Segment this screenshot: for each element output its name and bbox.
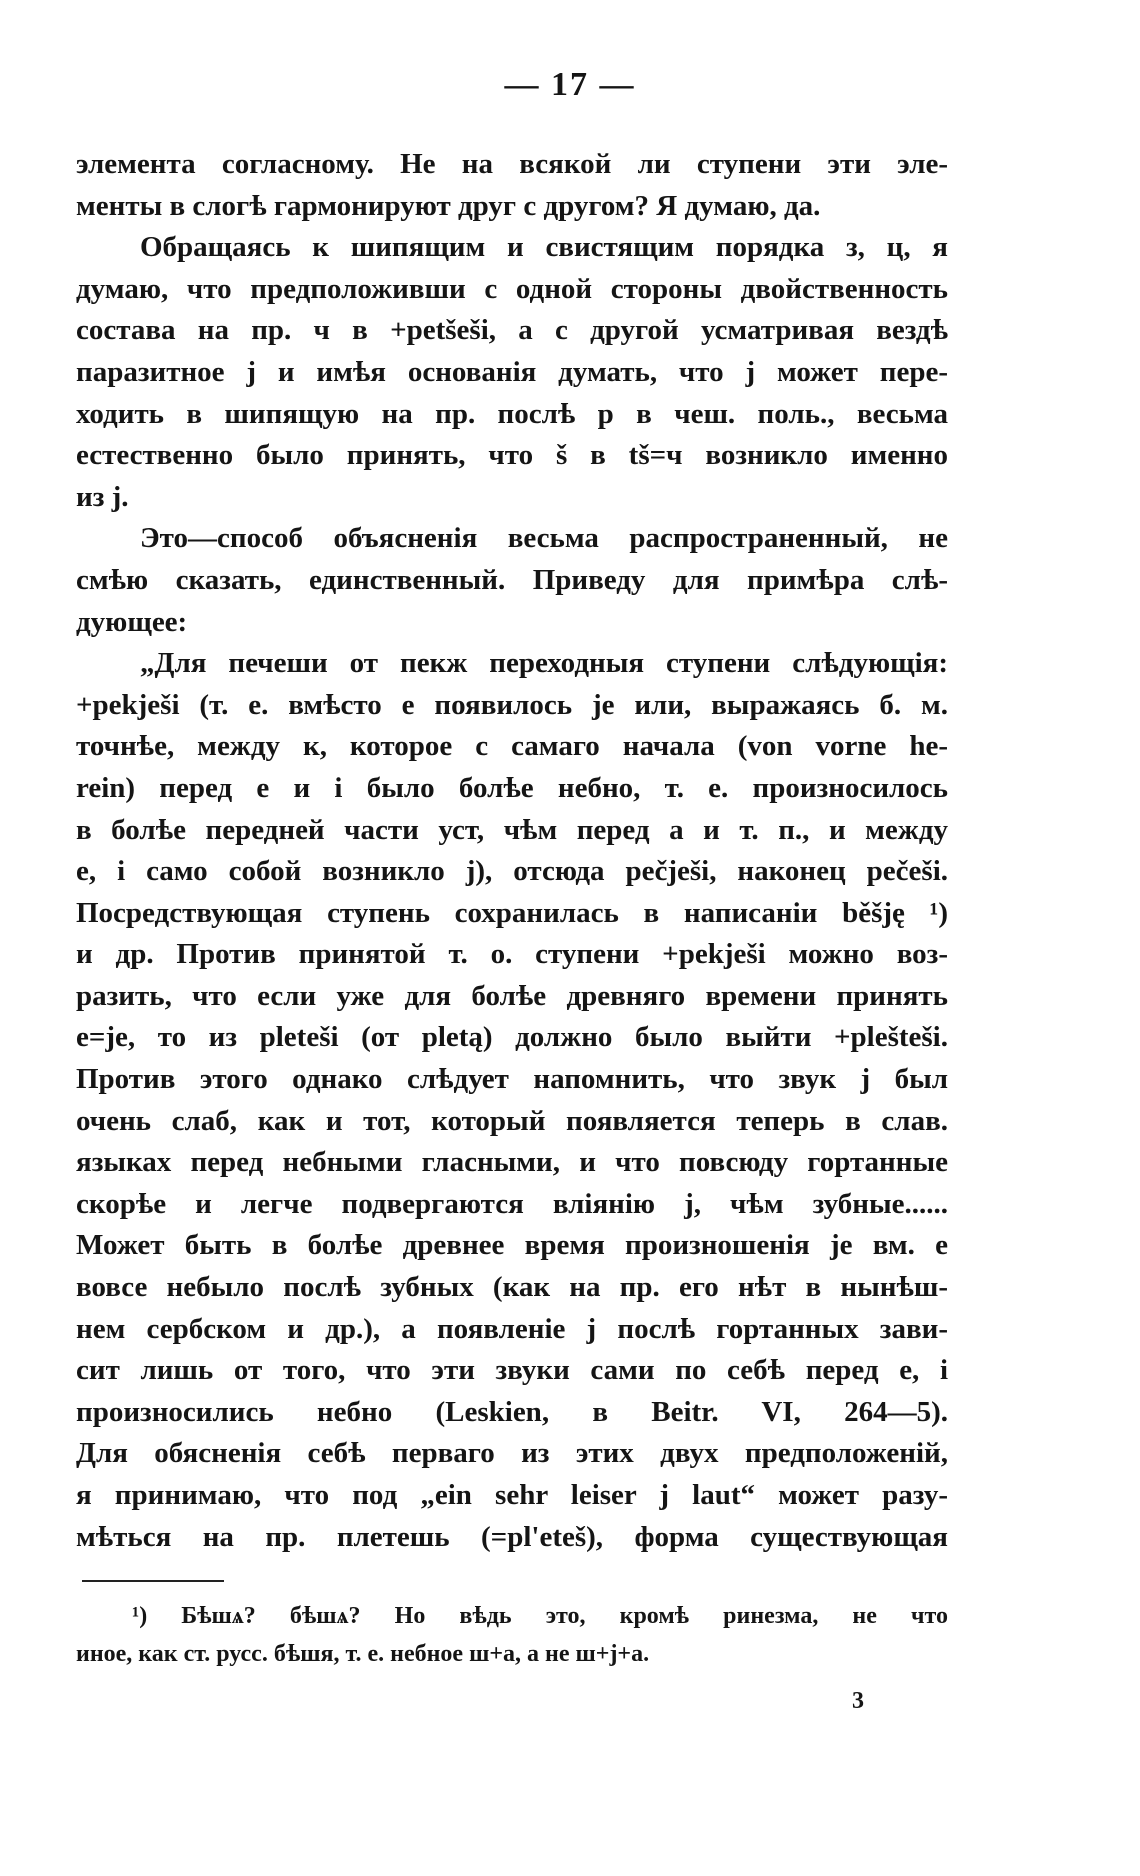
text-line: вовсе небыло послѣ зубных (как на пр. его нѣт в нынѣш- [76, 1271, 948, 1304]
text-line: разить, что если уже для болѣе древняго времени принять [76, 979, 948, 1012]
text-line: мѣться на пр. плетешь (=pl'eteš), форма существующая [76, 1520, 948, 1553]
text-line: точнѣе, между к, которое с самаго начала (von vorne he- [76, 730, 948, 763]
text-line: Это—способ объясненія весьма распространенный, не [140, 522, 948, 555]
text-line: языках перед небными гласными, и что повсюду гортанные [76, 1146, 948, 1179]
text-line: Против этого однако слѣдует напомнить, что звук j был [76, 1063, 948, 1096]
text-line: нем сербском и др.), а появленіе j послѣ гортанных зави- [76, 1312, 948, 1345]
text-line: смѣю сказать, единственный. Приведу для примѣра слѣ- [76, 563, 948, 596]
text-line: естественно было принять, что š в tš=ч возникло именно [76, 439, 948, 472]
printer-signature-mark: 3 [852, 1688, 864, 1714]
text-line: „Для печеши от пекж переходныя ступени слѣдующія: [140, 647, 948, 680]
text-line: из j. [76, 480, 129, 513]
text-line: и др. Против принятой т. о. ступени +pekješi можно воз- [76, 938, 948, 971]
text-line: скорѣе и легче подвергаются вліянію j, чѣм зубные...... [76, 1187, 948, 1220]
footnote-line: ¹) Бѣшѧ? бѣшѧ? Но вѣдь это, кромѣ ринезма, не что [132, 1603, 948, 1629]
text-line: rein) перед е и і было болѣе небно, т. е. произносилось [76, 771, 948, 804]
text-line: дующее: [76, 605, 188, 638]
text-line: элемента согласному. Не на всякой ли ступени эти эле- [76, 148, 948, 180]
page-number: — 17 — [504, 66, 636, 103]
text-line: в болѣе передней части уст, чѣм перед а и т. п., и между [76, 813, 948, 846]
footnote-line: иное, как ст. русс. бѣшя, т. е. небное ш+а, а не ш+j+а. [76, 1641, 650, 1667]
text-line: е, і само собой возникло j), отсюда pečješi, наконец pečeši. [76, 855, 948, 888]
text-line: паразитное j и имѣя основанія думать, что j может пере- [76, 355, 948, 388]
text-line: сит лишь от того, что эти звуки сами по себѣ перед е, і [76, 1354, 948, 1387]
text-line: очень слаб, как и тот, который появляется теперь в слав. [76, 1104, 948, 1137]
text-line: думаю, что предположивши с одной стороны двойственность [76, 272, 948, 305]
text-line: менты в слогѣ гармонируют друг с другом? Я думаю, да. [76, 189, 821, 222]
text-line: Посредствующая ступень сохранилась в написаніи běšję ¹) [76, 896, 948, 929]
text-line: Для обясненія себѣ перваго из этих двух предположеній, [76, 1437, 948, 1470]
body-text [76, 144, 948, 1558]
text-line: произносились небно (Leskien, в Beitr. VI, 264—5). [76, 1395, 948, 1428]
text-line: Обращаясь к шипящим и свистящим порядка з, ц, я [140, 231, 948, 264]
text-line: ходить в шипящую на пр. послѣ р в чеш. поль., весьма [76, 397, 948, 430]
text-line: состава на пр. ч в +petšeši, а с другой усматривая вездѣ [76, 314, 948, 347]
text-line: +pekješi (т. е. вмѣсто е появилось je или, выражаясь б. м. [76, 688, 948, 721]
text-line: Может быть в болѣе древнее время произношенія je вм. е [76, 1229, 948, 1262]
footnote-divider [82, 1580, 224, 1582]
text-line: е=je, то из pleteši (от pletą) должно было выйти +plešteši. [76, 1021, 948, 1054]
footnotes [76, 1597, 948, 1673]
text-line: я принимаю, что под „ein sehr leiser j laut“ может разу- [76, 1479, 948, 1511]
